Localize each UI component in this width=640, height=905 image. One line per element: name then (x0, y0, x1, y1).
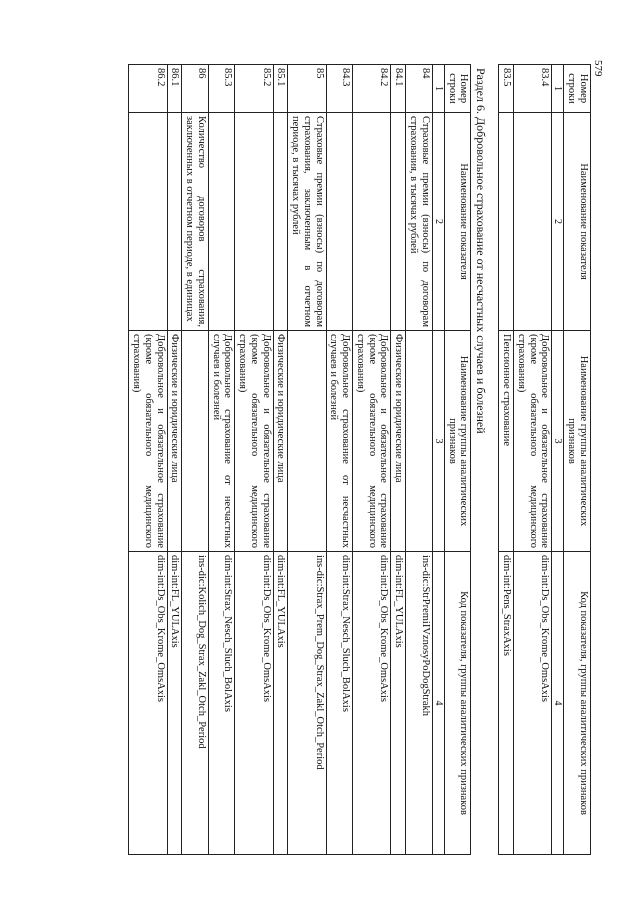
table-row (406, 65, 433, 855)
table-continued (498, 64, 591, 855)
code-cell: dim-int:FL_YULAxis (167, 552, 182, 855)
table-row (514, 65, 552, 855)
header-code: Код показателя, группы аналитических признаков (564, 552, 591, 855)
group-name-cell (406, 331, 433, 552)
code-cell: dim-int:Ds_Obs_Krome_OmsAxis (514, 552, 552, 855)
header-row-number: Номер строки (444, 65, 471, 113)
code-cell: dim-int:Ds_Obs_Krome_OmsAxis (235, 552, 273, 855)
indicator-name-cell (273, 113, 288, 331)
row-number-cell: 84.3 (326, 65, 353, 113)
row-number-cell: 84.2 (353, 65, 391, 113)
code-cell: dim-int:Strax_Nesch_Sluch_BolAxis (326, 552, 353, 855)
column-number: 1 (552, 65, 564, 113)
row-number-cell: 86.1 (167, 65, 182, 113)
code-cell: dim-int:Pens_StraxAxis (499, 552, 514, 855)
row-number-cell: 85.1 (273, 65, 288, 113)
group-name-cell (182, 331, 209, 552)
table-row (235, 65, 273, 855)
column-number: 3 (432, 331, 444, 552)
header-group-name: Наименование группы аналитических признаков (444, 331, 471, 552)
group-name-cell: Пенсионное страхование (499, 331, 514, 552)
indicator-name-cell: Страховые премии (взносы) по договорам страхования, в тысячах рублей (406, 113, 433, 331)
code-cell: ins-dic:Kolich_Dog_Strax_Zakl_Otch_Period (182, 552, 209, 855)
page-number: 579 (592, 60, 604, 77)
indicator-name-cell (235, 113, 273, 331)
group-name-cell: Физические и юридические лица (391, 331, 406, 552)
indicator-name-cell (208, 113, 235, 331)
column-number: 2 (432, 113, 444, 331)
column-number: 3 (552, 331, 564, 552)
group-name-cell: Добровольное и обязательное страхование (кроме обязательного медицинского страхования) (235, 331, 273, 552)
group-name-cell: Физические и юридические лица (273, 331, 288, 552)
code-cell: dim-int:Ds_Obs_Krome_OmsAxis (129, 552, 167, 855)
table-row (499, 65, 514, 855)
row-number-cell: 85.3 (208, 65, 235, 113)
group-name-cell (288, 331, 326, 552)
header-row-number: Номер строки (564, 65, 591, 113)
table-row (391, 65, 406, 855)
column-number: 2 (552, 113, 564, 331)
table-row (326, 65, 353, 855)
indicator-name-cell (391, 113, 406, 331)
header-code: Код показателя, группы аналитических признаков (444, 552, 471, 855)
header-group-name: Наименование группы аналитических признаков (564, 331, 591, 552)
indicator-name-cell (353, 113, 391, 331)
table-section-6 (128, 64, 471, 855)
table-bottom-body (129, 65, 432, 855)
table-row (353, 65, 391, 855)
table-row (273, 65, 288, 855)
table-row (167, 65, 182, 855)
row-number-cell: 86.2 (129, 65, 167, 113)
group-name-cell: Добровольное страхование от несчастных случаев и болезней (326, 331, 353, 552)
column-number-row (552, 65, 564, 855)
table-header-row (444, 65, 471, 855)
section-title: Раздел 6. Добровольное страхование от несчастных случаев и болезней (474, 68, 489, 434)
code-cell: dim-int:Ds_Obs_Krome_OmsAxis (353, 552, 391, 855)
table-row (288, 65, 326, 855)
table-row (208, 65, 235, 855)
table-row (129, 65, 167, 855)
row-number-cell: 83.5 (499, 65, 514, 113)
column-number-row (432, 65, 444, 855)
table-row (182, 65, 209, 855)
code-cell: dim-int:FL_YULAxis (391, 552, 406, 855)
header-indicator-name: Наименование показателя (444, 113, 471, 331)
rotated-document (91, 64, 591, 854)
group-name-cell: Физические и юридические лица (167, 331, 182, 552)
table-header-row (564, 65, 591, 855)
indicator-name-cell (499, 113, 514, 331)
row-number-cell: 85.2 (235, 65, 273, 113)
column-number: 4 (552, 552, 564, 855)
indicator-name-cell: Количество договоров страхования, заключенных в отчетном периоде, в единицах (182, 113, 209, 331)
column-number: 4 (432, 552, 444, 855)
group-name-cell: Добровольное и обязательное страхование (кроме обязательного медицинского страхования) (353, 331, 391, 552)
group-name-cell: Добровольное и обязательное страхование (кроме обязательного медицинского страхования) (514, 331, 552, 552)
group-name-cell: Добровольное и обязательное страхование (кроме обязательного медицинского страхования) (129, 331, 167, 552)
indicator-name-cell: Страховые премии (взносы) по договорам страхования, заключенным в отчетном периоде, в тысячах рублей (288, 113, 326, 331)
indicator-name-cell (514, 113, 552, 331)
code-cell: dim-int:FL_YULAxis (273, 552, 288, 855)
code-cell: ins-dic:Strax_Prem_Dog_Strax_Zakl_Otch_Period (288, 552, 326, 855)
row-number-cell: 83.4 (514, 65, 552, 113)
header-indicator-name: Наименование показателя (564, 113, 591, 331)
code-cell: dim-int:Strax_Nesch_Sluch_BolAxis (208, 552, 235, 855)
row-number-cell: 85 (288, 65, 326, 113)
row-number-cell: 86 (182, 65, 209, 113)
code-cell: ins-dic:StrPremiIVznosyPoDogStrakh (406, 552, 433, 855)
row-number-cell: 84.1 (391, 65, 406, 113)
table-top-body (499, 65, 552, 855)
group-name-cell: Добровольное страхование от несчастных случаев и болезней (208, 331, 235, 552)
indicator-name-cell (326, 113, 353, 331)
indicator-name-cell (129, 113, 167, 331)
indicator-name-cell (167, 113, 182, 331)
column-number: 1 (432, 65, 444, 113)
row-number-cell: 84 (406, 65, 433, 113)
